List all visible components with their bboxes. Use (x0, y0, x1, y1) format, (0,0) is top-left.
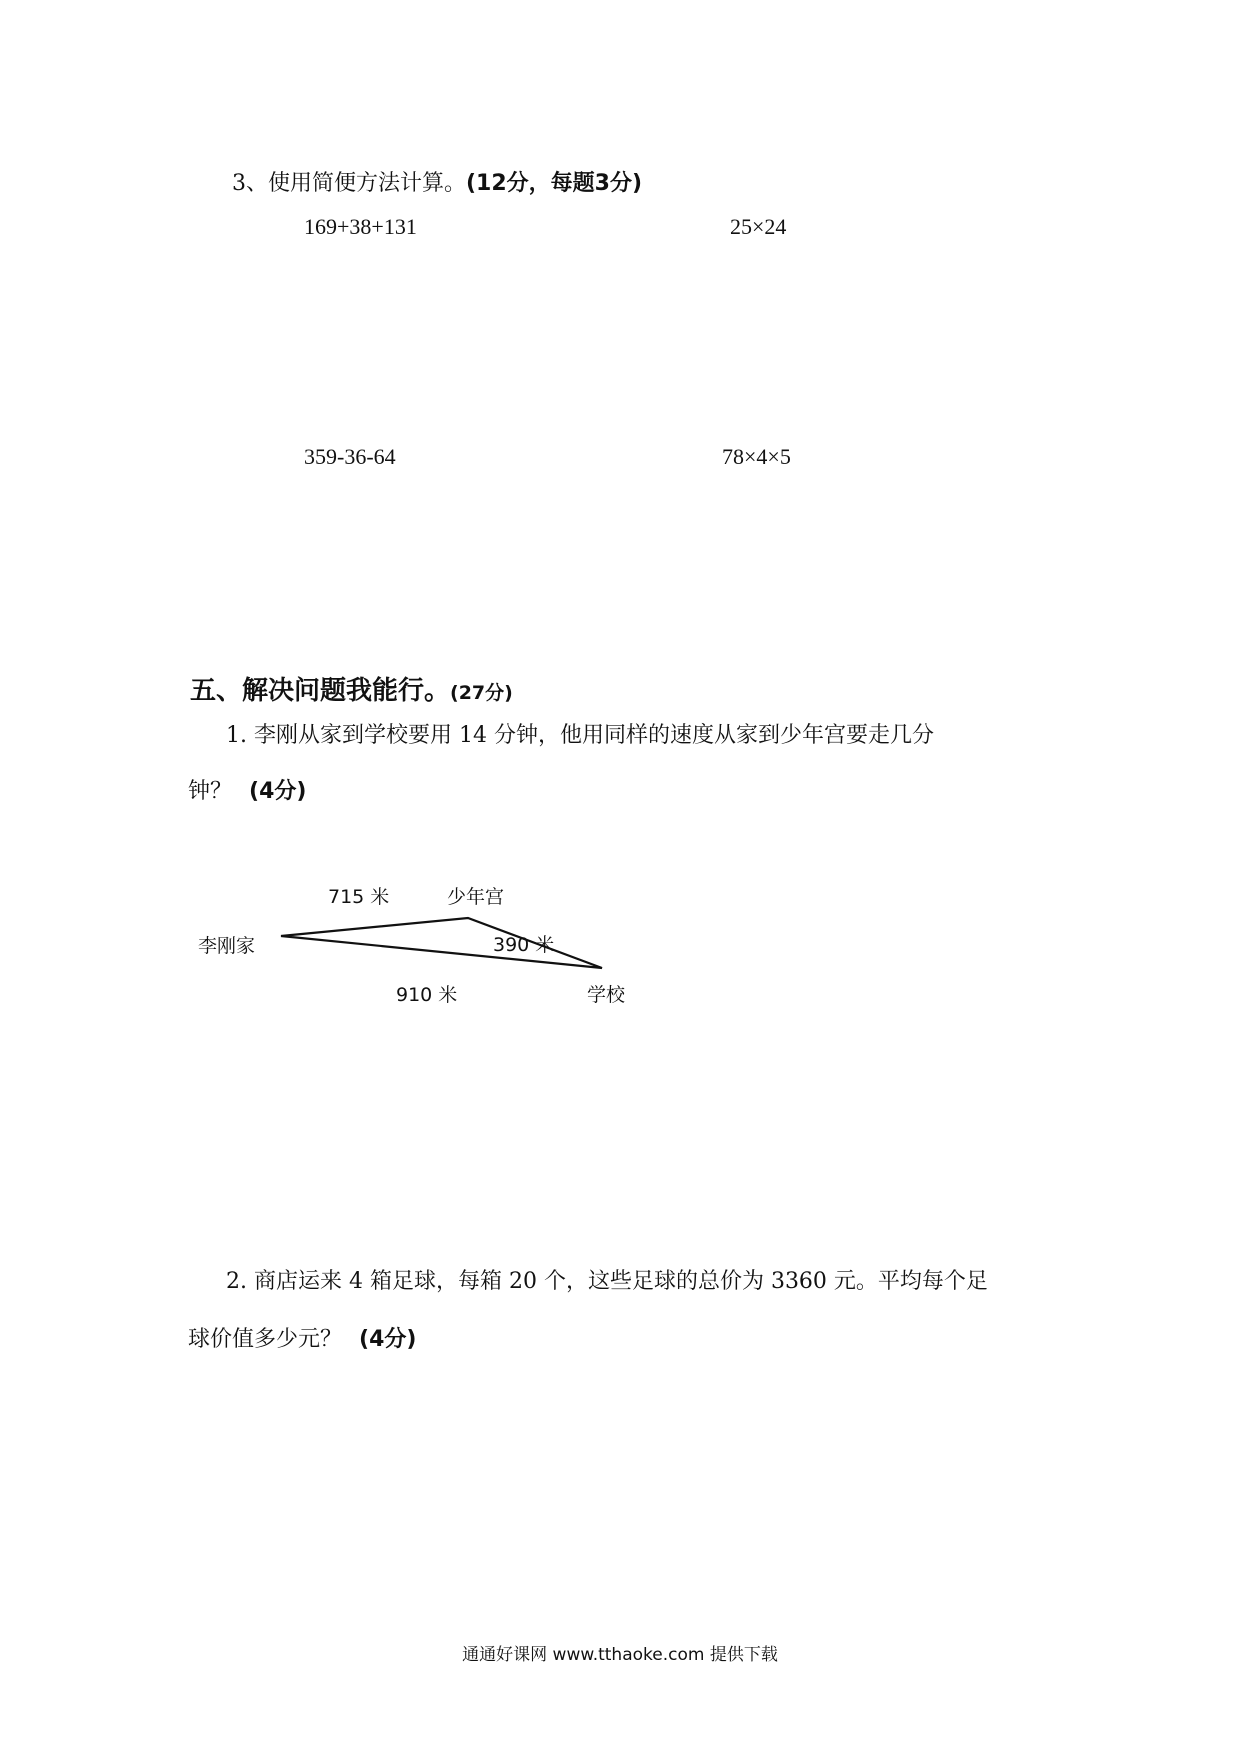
problem-2-points: (4分) (359, 1327, 417, 1352)
page-footer: 通通好课网 www.tthaoke.com 提供下载 (462, 1645, 778, 1665)
problem-2-line-1: 2. 商店运来 4 箱足球，每箱 20 个，这些足球的总价为 3360 元。平均每个足 (226, 1269, 988, 1294)
question-3-text: 3、使用简便方法计算。 (232, 171, 466, 196)
expression-4: 78×4×5 (722, 444, 791, 469)
problem-2-line-2 (188, 1322, 416, 1353)
problem-1-text-end: 钟？ (188, 779, 233, 804)
expression-3: 359-36-64 (304, 444, 396, 469)
expression-1: 169+38+131 (304, 214, 417, 239)
expression-2: 25×24 (730, 214, 787, 239)
section-5-points: (27分) (450, 682, 513, 704)
label-palace-to-school: 390 米 (493, 934, 555, 956)
label-home-to-school: 910 米 (396, 984, 458, 1006)
label-home-to-palace: 715 米 (328, 886, 390, 908)
problem-2-text-end: 球价值多少元？ (188, 1327, 343, 1352)
section-5-title: 五、解决问题我能行。 (190, 676, 451, 706)
label-school: 学校 (587, 984, 626, 1006)
problem-1-line-1: 1. 李刚从家到学校要用 14 分钟，他用同样的速度从家到少年宫要走几分 (226, 723, 934, 748)
question-3-points: (12分，每题3分) (466, 171, 643, 196)
problem-1-points: (4分) (249, 779, 307, 804)
label-palace: 少年宫 (447, 886, 505, 908)
label-home: 李刚家 (198, 935, 256, 957)
